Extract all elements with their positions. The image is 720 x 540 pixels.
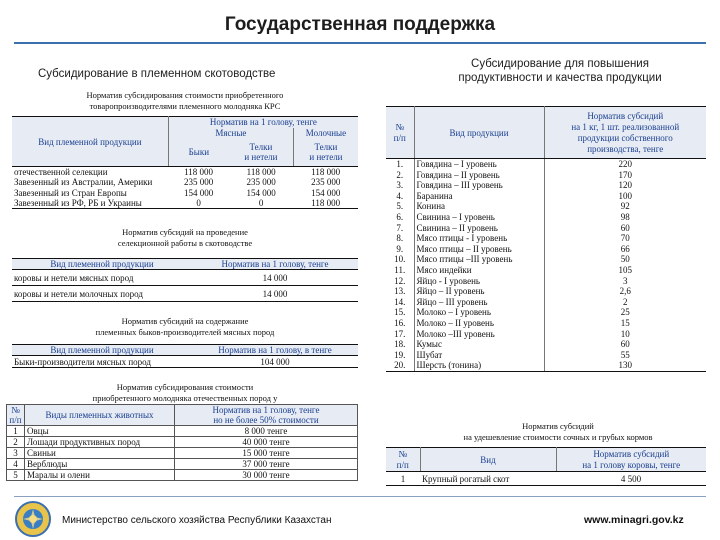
t5-cell-name: Яйцо – II уровень <box>414 286 544 297</box>
footer-divider <box>14 496 706 497</box>
table-row <box>386 159 706 170</box>
breeding-stock-table <box>12 116 358 209</box>
t5-cell-num: 18. <box>386 339 414 350</box>
t5-cell-name: Говядина – III уровень <box>414 180 544 191</box>
t5-cell-name: Молоко – I уровень <box>414 307 544 318</box>
t5-cell-value: 10 <box>620 328 630 339</box>
t3-norm-header: Норматив на 1 голову, в тенге <box>192 345 358 356</box>
t5-cell-value: 15 <box>620 317 630 328</box>
table-row <box>386 276 706 287</box>
table-row <box>386 307 706 318</box>
t5-num-header: № п/п <box>386 107 414 159</box>
t1-dairy-heifers-header: Телки и нетели <box>293 139 358 167</box>
t5-cell-num: 7. <box>386 223 414 234</box>
t5-cell-num: 14. <box>386 297 414 308</box>
t1-caption: Норматив субсидирования стоимости приобретенного товаропроизводителями племенного молодняка КРС <box>86 90 284 111</box>
t5-cell-name: Яйцо – III уровень <box>414 297 544 308</box>
t1-norm-header: Норматив на 1 голову, тенге <box>168 117 358 128</box>
table-row <box>386 339 706 350</box>
t5-cell-value: 60 <box>620 222 630 233</box>
table-row <box>386 180 706 191</box>
t3-caption: Норматив субсидий на содержание племенных быков-производителей мясных пород <box>95 316 275 337</box>
t3-product-header: Вид племенной продукции <box>12 345 192 356</box>
t5-cell-name: Мясо птицы –III уровень <box>414 254 544 265</box>
t6-norm-header: Норматив субсидий на 1 голову коровы, тенге <box>556 448 706 472</box>
t5-cell-value: 120 <box>618 180 632 191</box>
t5-cell-value: 66 <box>620 243 630 254</box>
t5-cell-name: Свинина – I уровень <box>414 212 544 223</box>
table-row: коровы и нетели молочных пород 14 000 <box>12 286 358 302</box>
table-row <box>386 286 706 297</box>
t2-norm-header: Норматив на 1 голову, тенге <box>192 259 358 270</box>
t4-caption: Норматив субсидирования стоимости приобретенного молодняка отечественных пород у <box>92 382 278 403</box>
t5-cell-name: Шубат <box>414 350 544 361</box>
t5-cell-name: Молоко –III уровень <box>414 329 544 340</box>
t1-product-header: Вид племенной продукции <box>12 117 168 167</box>
t5-cell-value: 105 <box>618 264 632 275</box>
t5-cell-value: 55 <box>620 349 630 360</box>
table-row: коровы и нетели мясных пород 14 000 <box>12 270 358 286</box>
t5-cell-value: 3 <box>623 275 628 286</box>
t1-heifers-header: Телки и нетели <box>229 139 294 167</box>
t5-cell-name: Конина <box>414 201 544 212</box>
t5-cell-num: 4. <box>386 191 414 202</box>
table-row <box>386 170 706 181</box>
t5-cell-value: 25 <box>620 307 630 318</box>
t5-cell-name: Мясо индейки <box>414 265 544 276</box>
title-divider <box>14 42 706 44</box>
table-row: Завезенный из Стран Европы 154 000 154 000 154 000 <box>14 187 341 198</box>
page-title: Государственная поддержка <box>224 14 496 35</box>
productivity-table <box>386 106 706 372</box>
t5-cell-num: 9. <box>386 244 414 255</box>
t2-product-header: Вид племенной продукции <box>12 259 192 270</box>
table-row <box>386 360 706 371</box>
state-emblem-icon <box>14 500 52 538</box>
t5-cell-name: Молоко – II уровень <box>414 318 544 329</box>
t5-cell-name: Мясо птицы – II уровень <box>414 244 544 255</box>
t5-cell-name: Яйцо - I уровень <box>414 276 544 287</box>
t5-cell-num: 10. <box>386 254 414 265</box>
website-link[interactable]: www.minagri.gov.kz <box>584 514 684 526</box>
t5-cell-num: 16. <box>386 318 414 329</box>
table-row <box>386 233 706 244</box>
t5-cell-value: 92 <box>620 201 630 212</box>
t5-cell-value: 98 <box>620 211 630 222</box>
t5-norm-header: Норматив субсидий на 1 кг, 1 шт. реализованной продукции собственного производства, тенге <box>544 107 706 159</box>
table-row <box>386 191 706 202</box>
t5-cell-value: 2,6 <box>619 286 631 297</box>
t5-cell-num: 13. <box>386 286 414 297</box>
t5-cell-num: 6. <box>386 212 414 223</box>
t5-cell-num: 1. <box>386 159 414 170</box>
table-row <box>386 297 706 308</box>
table-row: Завезенный из Австралии, Америки 235 000 235 000 235 000 <box>14 177 341 188</box>
t5-cell-name: Мясо птицы - I уровень <box>414 233 544 244</box>
table-row <box>386 265 706 276</box>
table-row: 4 Верблюды 37 000 тенге <box>7 459 358 470</box>
young-animals-table <box>6 404 358 481</box>
t2-caption: Норматив субсидий на проведение селекционной работы в скотоводстве <box>117 227 253 248</box>
t5-body <box>386 159 706 372</box>
t5-cell-num: 11. <box>386 265 414 276</box>
bull-maintenance-table <box>12 344 358 368</box>
t5-cell-name: Баранина <box>414 191 544 202</box>
t6-caption: Норматив субсидий на удешевление стоимости сочных и грубых кормов <box>463 421 653 442</box>
t5-product-header: Вид продукции <box>414 107 544 159</box>
t4-norm-header: Норматив на 1 голову, тенге но не более 50% стоимости <box>175 405 358 426</box>
table-row <box>386 318 706 329</box>
t5-cell-value: 70 <box>620 233 630 244</box>
table-row <box>386 201 706 212</box>
table-row: 5 Маралы и олени 30 000 тенге <box>7 470 358 481</box>
t5-cell-num: 15. <box>386 307 414 318</box>
table-row: 2 Лошади продуктивных пород 40 000 тенге <box>7 437 358 448</box>
t5-cell-name: Кумыс <box>414 339 544 350</box>
t5-cell-value: 60 <box>620 339 630 350</box>
ministry-name: Министерство сельского хозяйства Республики Казахстан <box>62 515 332 526</box>
table-row <box>386 223 706 234</box>
t5-cell-num: 8. <box>386 233 414 244</box>
table-row <box>386 350 706 361</box>
selection-work-table <box>12 258 358 302</box>
t6-num-header: № п/п <box>386 448 420 472</box>
table-row: 1 Крупный рогатый скот 4 500 <box>386 472 706 486</box>
t1-meat-header: Мясные <box>168 128 293 139</box>
fodder-table <box>386 447 706 486</box>
t5-cell-value: 220 <box>618 159 632 169</box>
t5-cell-num: 17. <box>386 329 414 340</box>
table-row: 1 Овцы 8 000 тенге <box>7 426 358 437</box>
t6-kind-header: Вид <box>420 448 556 472</box>
t5-cell-num: 5. <box>386 201 414 212</box>
t5-cell-value: 2 <box>623 296 628 307</box>
t5-cell-value: 130 <box>544 360 706 371</box>
t4-num-header: № п/п <box>7 405 25 426</box>
t5-cell-name: Говядина – II уровень <box>414 170 544 181</box>
t5-cell-name: Свинина – II уровень <box>414 223 544 234</box>
t5-cell-num: 19. <box>386 350 414 361</box>
right-section-heading: Субсидирование для повышения продуктивности и качества продукции <box>458 58 662 84</box>
table-row <box>386 254 706 265</box>
t4-animal-header: Виды племенных животных <box>25 405 175 426</box>
t5-cell-value: 170 <box>618 169 632 180</box>
table-row <box>386 329 706 340</box>
t1-bulls-header: Быки <box>168 139 229 167</box>
t5-cell-num: 20. <box>386 360 414 371</box>
t5-cell-name: Говядина – I уровень <box>414 159 544 170</box>
t5-cell-num: 2. <box>386 170 414 181</box>
table-row <box>386 212 706 223</box>
t5-cell-value: 50 <box>620 254 630 265</box>
t5-cell-num: 12. <box>386 276 414 287</box>
table-row: отечественной селекции 118 000 118 000 118 000 <box>14 167 341 177</box>
table-row <box>386 244 706 255</box>
table-row: Завезенный из РФ, РБ и Украины 0 0 118 000 <box>12 198 358 209</box>
table-row: 3 Свиньи 15 000 тенге <box>7 448 358 459</box>
t5-cell-name: Шерсть (тонина) <box>414 360 544 371</box>
t5-cell-num: 3. <box>386 180 414 191</box>
t5-cell-value: 100 <box>618 190 632 201</box>
t1-dairy-header: Молочные <box>293 128 358 139</box>
left-section-heading: Субсидирование в племенном скотоводстве <box>38 68 276 80</box>
table-row: Быки-производители мясных пород 104 000 <box>12 356 358 368</box>
